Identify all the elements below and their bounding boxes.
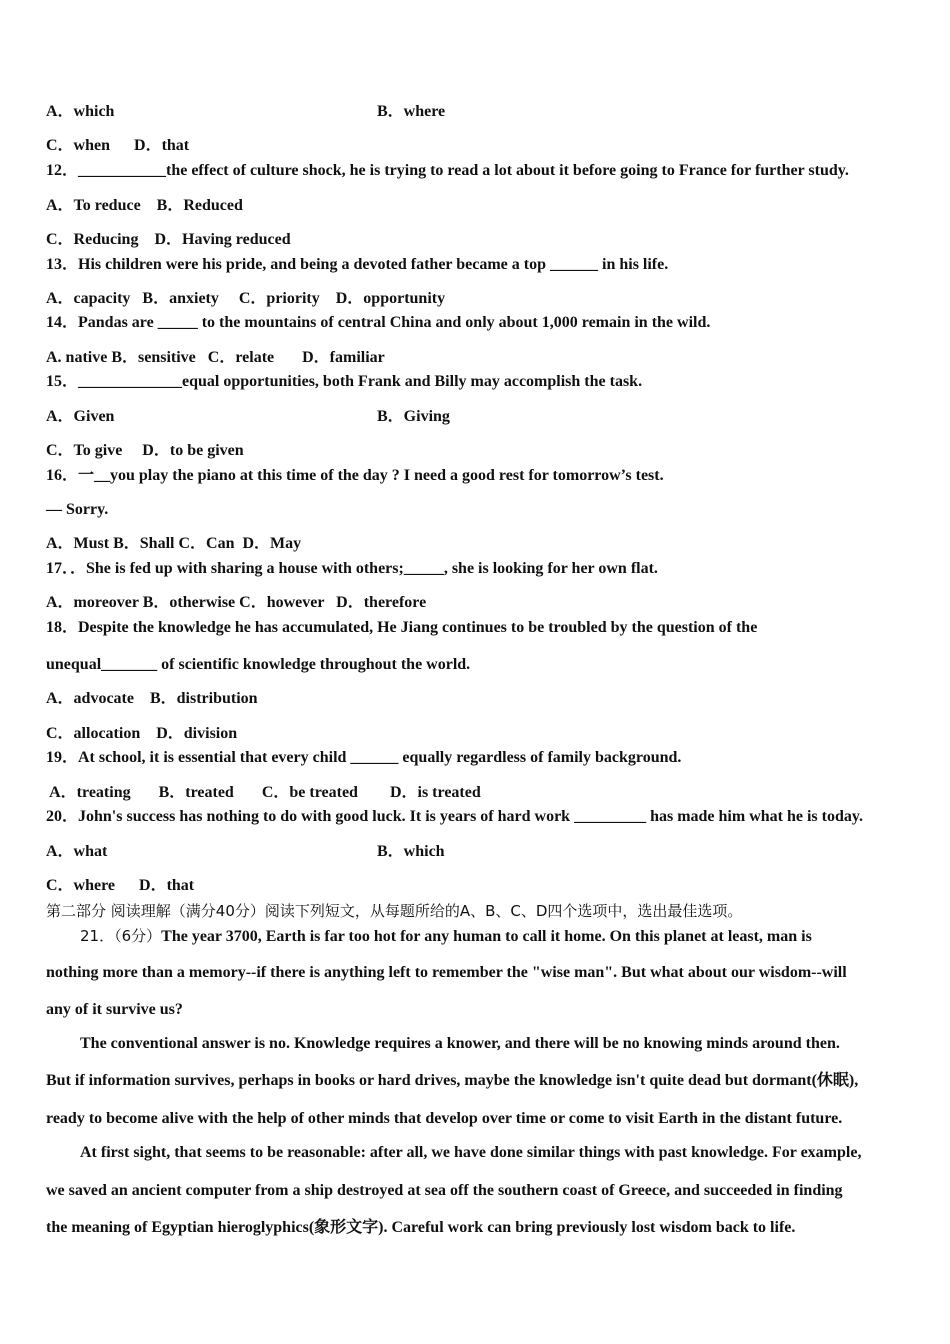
q20-option-b: B．which bbox=[377, 843, 445, 860]
q12-options-ab: A．To reduce B．Reduced bbox=[46, 197, 243, 214]
q19-stem: 19．At school, it is essential that every child ______ equally regardless of family background. bbox=[46, 749, 682, 766]
q15-option-a: A．Given bbox=[46, 408, 115, 425]
passage-p1-line3: any of it survive us? bbox=[46, 1001, 183, 1018]
q20-stem: 20．John's success has nothing to do with good luck. It is years of hard work _________ has made him what he is today. bbox=[46, 808, 863, 825]
q13-options: A．capacity B．anxiety C．priority D．opportunity bbox=[46, 290, 446, 307]
q18-options-ab: A．advocate B．distribution bbox=[46, 690, 258, 707]
q20-option-a: A．what bbox=[46, 843, 108, 860]
q18-stem-line1: 18．Despite the knowledge he has accumulated, He Jiang continues to be troubled by the question of the bbox=[46, 619, 758, 636]
passage-p3-line1: At first sight, that seems to be reasonable: after all, we have done similar things with past knowledge. For example, bbox=[80, 1144, 862, 1161]
q18-stem-line2: unequal_______ of scientific knowledge throughout the world. bbox=[46, 656, 471, 673]
q20-options-cd: C．where D．that bbox=[46, 877, 195, 894]
q14-stem: 14．Pandas are _____ to the mountains of central China and only about 1,000 remain in the wild. bbox=[46, 314, 711, 331]
passage-p1-line1 bbox=[80, 926, 812, 947]
passage-p1-line1-text: The year 3700, Earth is far too hot for any human to call it home. On this planet at least, man is bbox=[161, 928, 812, 945]
q13-stem: 13．His children were his pride, and being a devoted father became a top ______ in his life. bbox=[46, 256, 669, 273]
passage-p2-line1: The conventional answer is no. Knowledge requires a knower, and there will be no knowing minds around then. bbox=[80, 1035, 840, 1052]
q17-stem: 17．．She is fed up with sharing a house with others;_____, she is looking for her own flat. bbox=[46, 560, 658, 577]
q14-options: A. native B．sensitive C．relate D．familiar bbox=[46, 349, 385, 366]
part2-heading: 第二部分 阅读理解（满分40分）阅读下列短文，从每题所给的A、B、C、D四个选项中，选出最佳选项。 bbox=[46, 902, 743, 920]
q12-options-cd: C．Reducing D．Having reduced bbox=[46, 231, 291, 248]
passage-p3-line3: the meaning of Egyptian hieroglyphics(象形文字). Careful work can bring previously lost wisdom back to life. bbox=[46, 1219, 796, 1236]
q15-options-cd: C．To give D．to be given bbox=[46, 442, 244, 459]
passage-p3-line2: we saved an ancient computer from a ship destroyed at sea off the southern coast of Greece, and succeeded in finding bbox=[46, 1182, 843, 1199]
q16-stem: 16．一__you play the piano at this time of the day ? I need a good rest for tomorrow’s test. bbox=[46, 467, 664, 484]
q16-options: A．Must B．Shall C．Can D．May bbox=[46, 535, 302, 552]
q15-stem: 15．_____________equal opportunities, both Frank and Billy may accomplish the task. bbox=[46, 373, 643, 390]
passage-p2-line3: ready to become alive with the help of other minds that develop over time or come to visit Earth in the distant future. bbox=[46, 1110, 843, 1127]
q19-options: A．treating B．treated C．be treated D．is treated bbox=[46, 784, 481, 801]
q11-options-cd: C．when D．that bbox=[46, 137, 190, 154]
question-21-prefix: 21．（6分） bbox=[80, 927, 162, 945]
q11-option-a: A．which bbox=[46, 103, 115, 120]
q15-option-b: B．Giving bbox=[377, 408, 450, 425]
q18-options-cd: C．allocation D．division bbox=[46, 725, 238, 742]
passage-p2-line2: But if information survives, perhaps in books or hard drives, maybe the knowledge isn't quite dead but dormant(休眠), bbox=[46, 1072, 859, 1089]
q11-option-b: B．where bbox=[377, 103, 446, 120]
passage-p1-line2: nothing more than a memory--if there is anything left to remember the "wise man". But what about our wisdom--will bbox=[46, 964, 847, 981]
q16-reply: — Sorry. bbox=[46, 501, 109, 518]
q12-stem: 12．___________the effect of culture shock, he is trying to read a lot about it before going to France for further study. bbox=[46, 162, 849, 179]
q17-options: A．moreover B．otherwise C．however D．therefore bbox=[46, 594, 427, 611]
